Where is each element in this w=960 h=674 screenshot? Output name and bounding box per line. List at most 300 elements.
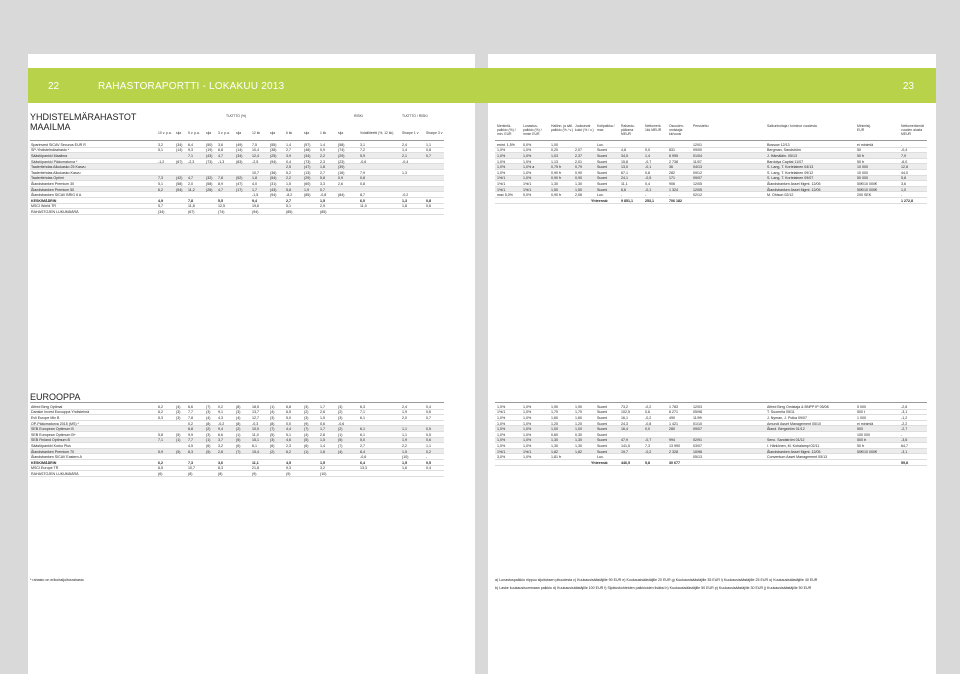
cell-value: 0,0 xyxy=(645,427,650,432)
cell-value: Bardolya Capital 11/07 xyxy=(767,159,804,164)
cell-value: 1,60 xyxy=(575,415,582,420)
cell-value: (5) xyxy=(176,432,181,437)
cell-value: 0,0% xyxy=(523,142,532,147)
cell-value: 05/13 xyxy=(693,455,702,460)
cell-value: 11,2 xyxy=(188,187,195,192)
cell-value: 1%/1 xyxy=(523,449,532,454)
total-label: Yhteensä: xyxy=(591,198,609,203)
cell-value: 8,7 xyxy=(360,193,365,198)
column-header: 3 v. p.a. xyxy=(218,131,230,135)
cell-value: -0,6 xyxy=(338,421,345,426)
cell-value: -2,5 xyxy=(252,159,259,164)
cell-value: 09/12 xyxy=(693,170,702,175)
cell-value: (13) xyxy=(304,170,311,175)
cell-value: 7,7 xyxy=(188,410,193,415)
cell-value: 1,0% xyxy=(523,153,532,158)
cell-value: Bossow 12/13 xyxy=(767,142,790,147)
cell-value: 9,4 xyxy=(218,427,223,432)
cell-value: Conventum Asset Management 05/13 xyxy=(767,455,828,460)
cell-value: 7,5 xyxy=(252,142,257,147)
cell-value: -3,1 xyxy=(901,410,908,415)
cell-value: 6,0 xyxy=(360,198,365,203)
cell-value: 9,3 xyxy=(188,148,193,153)
cell-value: (4) xyxy=(338,449,343,454)
cell-value: 1,4 xyxy=(286,142,291,147)
cell-value: 1,0% xyxy=(497,170,506,175)
cell-value: 9,3 xyxy=(286,466,291,471)
column-header: Perustettu xyxy=(693,124,709,128)
cell-value: (5) xyxy=(338,438,343,443)
fund-name: Alfred Berg Optimal xyxy=(31,404,63,409)
cell-value: 2,2 xyxy=(286,176,291,181)
fund-name: Säästöpankki Maailma xyxy=(31,153,68,158)
cell-value: 1,5 xyxy=(286,181,291,186)
cell-value: (26) xyxy=(206,187,213,192)
cell-value: (85) xyxy=(304,193,311,198)
cell-value: 7,8 xyxy=(218,176,223,181)
cell-value: (2) xyxy=(206,427,211,432)
footnote-right-b: b) Laske kuukausisummaan palkkio d) Kuukausisäästäjille 100 EUR f) Sijoituskohteiden palkkioiden lisäksi h) Kuukausisäästäjille 50 EUR p) Kuukausisäästäjille 30 EUR j) Kuukausisäästäjille 50 EUR xyxy=(495,586,812,590)
column-header: Salkunhoitaja / toiminut vuodesta xyxy=(767,124,817,128)
cell-value: 11/07 xyxy=(693,159,702,164)
cell-value: (10) xyxy=(320,471,327,476)
cell-value: 5,0 xyxy=(360,438,365,443)
cell-value: 10,7 xyxy=(188,466,195,471)
cell-value: (85) xyxy=(320,209,327,214)
cell-value: (54) xyxy=(270,176,277,181)
cell-value: 906 xyxy=(669,181,675,186)
cell-value: (16) xyxy=(338,170,345,175)
cell-value: - xyxy=(645,193,647,198)
cell-value: (4) xyxy=(270,410,275,415)
cell-value: (1) xyxy=(338,432,343,437)
cell-value: 15,1 xyxy=(252,438,259,443)
cell-value: 1,00 xyxy=(551,142,558,147)
cell-value: 6,2 xyxy=(158,460,163,465)
cell-value: 10 000 xyxy=(857,165,868,170)
cell-value: (1) xyxy=(270,404,275,409)
cell-value: 1,3 xyxy=(402,198,407,203)
cell-value: 6,2 xyxy=(286,449,291,454)
cell-value: 15,4 xyxy=(252,449,259,454)
cell-value: Suomi xyxy=(597,148,608,153)
cell-value: 1,30 xyxy=(551,181,558,186)
cell-value: 0,9 xyxy=(320,148,325,153)
europe-returns-table xyxy=(30,404,444,477)
cell-value: 1,0% xyxy=(497,159,506,164)
cell-value: Suomi xyxy=(597,432,608,437)
cell-value: 0,9 xyxy=(338,176,343,181)
fund-name: OP-Pääomaturva 2015 (MS) * xyxy=(31,421,79,426)
cell-value: 2,7 xyxy=(320,170,325,175)
cell-value: 4,9 xyxy=(158,198,163,203)
cell-value: 1,7 xyxy=(252,187,257,192)
cell-value: (94) xyxy=(270,193,277,198)
cell-value: (7) xyxy=(236,449,241,454)
header-group-risk: RISKI xyxy=(354,114,363,118)
cell-value: 1,4 xyxy=(320,443,325,448)
cell-value: (52) xyxy=(236,176,243,181)
cell-value: -0,4 xyxy=(901,148,908,153)
cell-value: (3) xyxy=(176,410,181,415)
cell-value: (8) xyxy=(270,421,275,426)
cell-value: 50€/10 000€ xyxy=(857,181,877,186)
summary-row xyxy=(30,471,444,477)
cell-value: Suomi xyxy=(597,153,608,158)
cell-value: (43) xyxy=(270,187,277,192)
cell-value: 1,1 xyxy=(426,142,431,147)
column-header: sija xyxy=(176,131,182,135)
cell-value: 6 271 xyxy=(669,410,678,415)
cell-value: 0,6 xyxy=(320,421,325,426)
cell-value: (3) xyxy=(270,438,275,443)
footnote-left: * rahasto on erikoissijoitusrahasto xyxy=(30,578,84,582)
cell-value: 50 000 xyxy=(857,176,868,181)
cell-value: (38) xyxy=(270,148,277,153)
cell-value: Amundi Asset Management 05/10 xyxy=(767,421,821,426)
cell-value: ei minimiä xyxy=(857,142,874,147)
cell-value: 15,8 xyxy=(621,159,628,164)
cell-value: Ålandsbanken Asset Mgmt. 12/05 xyxy=(767,187,821,192)
cell-value: 5,8 xyxy=(158,432,163,437)
cell-value: 1,50 xyxy=(551,187,558,192)
cell-value: (1) xyxy=(206,438,211,443)
cell-value: (1) xyxy=(176,438,181,443)
cell-value: 1,82 xyxy=(551,449,558,454)
cell-value: 12/05 xyxy=(693,181,702,186)
cell-value: (5) xyxy=(304,438,309,443)
cell-value: 2,4 xyxy=(402,142,407,147)
cell-value: 2,01 xyxy=(575,159,582,164)
cell-value: 141,5 xyxy=(621,443,630,448)
cell-value: (3) xyxy=(206,410,211,415)
cell-value: 09/07 xyxy=(693,427,702,432)
fund-name: Taaleritehdas Alkukasko Kasvu xyxy=(31,170,81,175)
cell-value: -0,8 xyxy=(320,193,327,198)
cell-value: (55) xyxy=(270,142,277,147)
cell-value: 1,30 xyxy=(551,443,558,448)
cell-value: (58) xyxy=(176,181,183,186)
cell-value: 1%/1 xyxy=(497,410,506,415)
cell-value: (3) xyxy=(304,415,309,420)
cell-value: (8) xyxy=(218,471,223,476)
cell-value: 5,1 xyxy=(286,432,291,437)
cell-value: 6,2 xyxy=(158,404,163,409)
cell-value: 2,3 xyxy=(286,443,291,448)
cell-value: 0,8 xyxy=(645,170,650,175)
cell-value: 1,0% xyxy=(523,170,532,175)
cell-value: 50 fr xyxy=(857,153,865,158)
cell-value: 7,9 xyxy=(360,170,365,175)
cell-value: (74) xyxy=(218,209,225,214)
cell-value: 2,1 xyxy=(402,153,407,158)
cell-value: 5,9 xyxy=(360,153,365,158)
cell-value: 50 xyxy=(857,148,861,153)
cell-value: 2,6 xyxy=(320,410,325,415)
column-header: 6 kk xyxy=(286,131,293,135)
cell-value: Suomi xyxy=(597,415,608,420)
cell-value: J. Hämäläin. 05/13 xyxy=(767,153,797,158)
cell-value: -0,7 xyxy=(645,159,652,164)
cell-value: 6,1 xyxy=(360,427,365,432)
cell-value: 2,2 xyxy=(320,153,325,158)
cell-value: 0,5 xyxy=(426,427,431,432)
cell-value: -2,7 xyxy=(901,427,908,432)
cell-value: 1,0% xyxy=(523,404,532,409)
fund-name: SEB European Optimum B+ xyxy=(31,432,76,437)
cell-value: 3,9 xyxy=(286,153,291,158)
cell-value: (9) xyxy=(252,471,257,476)
cell-value: 1,13 xyxy=(551,159,558,164)
cell-value: (39) xyxy=(338,165,345,170)
cell-value: 0,90 fr xyxy=(551,170,562,175)
cell-value: 2,07 xyxy=(575,148,582,153)
cell-value: 4,7 xyxy=(188,176,193,181)
cell-value: 1,81 fr xyxy=(551,455,562,460)
cell-value: -0,8 xyxy=(645,421,652,426)
cell-value: 7,2 xyxy=(360,148,365,153)
cell-value: - xyxy=(669,193,671,198)
cell-value: 2,0 xyxy=(402,415,407,420)
cell-value: 4,3 xyxy=(218,415,223,420)
column-header: Juoksevat kulut (% / v.) xyxy=(575,124,594,132)
cell-value: 1,0% xyxy=(497,153,506,158)
cell-value: 44,0 xyxy=(901,170,908,175)
cell-value: 1,30 xyxy=(575,181,582,186)
cell-value: 6,1 xyxy=(360,415,365,420)
cell-value: 4,7 xyxy=(218,187,223,192)
cell-value: (2) xyxy=(270,449,275,454)
cell-value: 1,1 xyxy=(402,427,407,432)
cell-value: (31) xyxy=(270,181,277,186)
cell-value: S. Lang, T. Kortelainen 09/07 xyxy=(767,176,814,181)
cell-value: 0,0 xyxy=(645,148,650,153)
cell-value: 500 xyxy=(857,427,863,432)
cell-value: 12,7 xyxy=(252,415,259,420)
cell-value: - xyxy=(901,142,903,147)
cell-value: 0,75 fr xyxy=(551,165,562,170)
cell-value: 50€/10 000€ xyxy=(857,449,877,454)
column-header: Hallinn. ja säil. palkkio (% / v.) xyxy=(551,124,573,132)
cell-value: 102,5 xyxy=(621,410,630,415)
cell-value: 1,3 xyxy=(402,170,407,175)
cell-value: 7,7 xyxy=(188,438,193,443)
cell-value: 9,1 xyxy=(218,410,223,415)
cell-value: Suomi xyxy=(597,427,608,432)
cell-value: 5,2 xyxy=(286,170,291,175)
cell-value: 100 000 xyxy=(857,432,870,437)
cell-value: (5) xyxy=(206,449,211,454)
cell-value: 1%/1 xyxy=(497,176,506,181)
cell-value: 21,8 xyxy=(252,466,259,471)
cell-value: 0,6 xyxy=(426,410,431,415)
total-ytd: 1 272,8 xyxy=(901,198,913,203)
cell-value: -0,6 xyxy=(360,159,367,164)
cell-value: 2,9 xyxy=(320,204,325,209)
cell-value: (47) xyxy=(304,165,311,170)
cell-value: (74) xyxy=(338,148,345,153)
cell-value: (43) xyxy=(206,153,213,158)
cell-value: (3) xyxy=(236,410,241,415)
cell-value: 2 328 xyxy=(669,449,678,454)
column-header: sija xyxy=(206,131,212,135)
total-ytd: 59,8 xyxy=(901,460,908,465)
column-header: sija xyxy=(304,131,310,135)
cell-value: 9,4 xyxy=(252,198,257,203)
cell-value: (49) xyxy=(236,142,243,147)
cell-value: 5,1 xyxy=(286,204,291,209)
cell-value: 1,4 xyxy=(402,148,407,153)
cell-value: (3) xyxy=(270,415,275,420)
total-holders: 30 677 xyxy=(669,460,680,465)
cell-value: (14) xyxy=(176,148,183,153)
fund-name: Taaleritehdas Optimi xyxy=(31,176,64,181)
column-header: 5 v. p.a. xyxy=(188,131,200,135)
cell-value: 13,0 xyxy=(621,165,628,170)
column-header: 10 v. p.a. xyxy=(158,131,172,135)
cell-value: 9,9 xyxy=(188,432,193,437)
cell-value: (34) xyxy=(304,153,311,158)
cell-value: max 5,0% xyxy=(497,193,513,198)
total-net-subscriptions: 253,1 xyxy=(645,198,654,203)
cell-value: 6,4 xyxy=(188,142,193,147)
cell-value: - xyxy=(901,193,903,198)
fund-name: Ålandsbanken Premium 30 xyxy=(31,181,75,186)
cell-value: Suomi xyxy=(597,165,608,170)
cell-value: 1 324 xyxy=(669,187,678,192)
cell-value: 200 SEK xyxy=(857,193,872,198)
cell-value: 280 xyxy=(669,427,675,432)
cell-value: 10 000 xyxy=(857,170,868,175)
fund-name: MSCI Europe TR xyxy=(31,466,59,471)
cell-value: (6) xyxy=(236,443,241,448)
cell-value: 1,0% xyxy=(523,427,532,432)
cell-value: (85) xyxy=(286,209,293,214)
cell-value: 10/98 xyxy=(693,449,702,454)
cell-value: 3,0% xyxy=(497,455,506,460)
cell-value: 2,7 xyxy=(286,148,291,153)
cell-value: 0,4 xyxy=(426,404,431,409)
column-header: Lunastus-palkkio (%) / mmin EUR xyxy=(523,124,542,136)
cell-value: 1,1 xyxy=(426,443,431,448)
cell-value: 10,0 xyxy=(252,427,259,432)
cell-value: (34) xyxy=(176,142,183,147)
cell-value: 16,1 xyxy=(621,415,628,420)
cell-value: (58) xyxy=(206,181,213,186)
cell-value: 0,60 xyxy=(551,432,558,437)
cell-value: (17) xyxy=(236,187,243,192)
fund-name: SP-Yhdistelmärahasto * xyxy=(31,148,70,153)
cell-value: Suomi xyxy=(597,410,608,415)
cell-value: 3,6 xyxy=(901,181,906,186)
cell-value: 1,5 xyxy=(320,460,325,465)
cell-value: - xyxy=(901,432,903,437)
cell-value: 09/07 xyxy=(693,176,702,181)
cell-value: S. Lang, T. Kortelainen 04/13 xyxy=(767,165,814,170)
cell-value: 1,8 xyxy=(252,176,257,181)
cell-value: Suomi xyxy=(597,187,608,192)
cell-value: (8) xyxy=(236,404,241,409)
cell-value: 3,7 xyxy=(218,438,223,443)
total-row xyxy=(495,460,927,466)
cell-value: 1,0% xyxy=(523,432,532,437)
cell-value: -8,2 xyxy=(286,193,293,198)
cell-value: 3,1 xyxy=(360,142,365,147)
cell-value: 0,6 xyxy=(645,410,650,415)
cell-value: 11,0 xyxy=(252,432,259,437)
cell-value: 12/03 xyxy=(693,404,702,409)
cell-value: 7,3 xyxy=(158,176,163,181)
cell-value: 500 t xyxy=(857,410,865,415)
cell-value: (50) xyxy=(206,142,213,147)
cell-value: 24,1 xyxy=(621,176,628,181)
cell-value: (4) xyxy=(176,404,181,409)
cell-value: 1,30 xyxy=(575,438,582,443)
column-header: Sharpe 1 v xyxy=(402,131,419,135)
cell-value: 2,8 xyxy=(320,432,325,437)
cell-value: ei minimiä xyxy=(857,421,874,426)
cell-value: -0,2 xyxy=(645,449,652,454)
cell-value: (25) xyxy=(270,153,277,158)
cell-value: (29) xyxy=(338,153,345,158)
cell-value: enint. 1,5% xyxy=(497,142,515,147)
cell-value: -0,1 xyxy=(645,187,652,192)
cell-value: 36 xyxy=(669,165,673,170)
cell-value: 7,1 xyxy=(360,410,365,415)
cell-value: 5,1 xyxy=(158,148,163,153)
cell-value: 994 xyxy=(669,438,675,443)
total-assets: 446,5 xyxy=(621,460,630,465)
cell-value: 5,1 xyxy=(158,181,163,186)
cell-value: 6,8 xyxy=(218,148,223,153)
column-header: sija xyxy=(338,131,344,135)
cell-value: -2,3 xyxy=(188,159,195,164)
cell-value: 1,0% xyxy=(497,438,506,443)
cell-value: 0,2 xyxy=(188,421,193,426)
europe-fees-rule xyxy=(495,402,927,403)
cell-value: 1,9 xyxy=(304,187,309,192)
cell-value: 1,0% xyxy=(497,165,506,170)
cell-value: Lux. xyxy=(597,142,604,147)
cell-value: 09/00 xyxy=(693,148,702,153)
cell-value: - xyxy=(426,455,428,460)
cell-value: 4,8 xyxy=(621,148,626,153)
cell-value: 13 990 xyxy=(669,443,680,448)
cell-value: 3,2 xyxy=(320,466,325,471)
cell-value: 1,0% a xyxy=(523,165,535,170)
cell-value: (29) xyxy=(304,176,311,181)
cell-value: (1) xyxy=(304,449,309,454)
cell-value: 1,0% xyxy=(497,432,506,437)
cell-value: 7,3 xyxy=(645,443,650,448)
cell-value: 1,7 xyxy=(320,404,325,409)
cell-value: 6,3 xyxy=(360,404,365,409)
cell-value: 0,90 xyxy=(575,176,582,181)
section-title-world: YHDISTELMÄRAHASTOT xyxy=(30,112,137,122)
cell-value: 1%/1 xyxy=(497,187,506,192)
cell-value: Suomi xyxy=(597,181,608,186)
world-table-header xyxy=(30,131,444,139)
section-title-europe: EUROOPPA xyxy=(30,392,81,402)
fund-name: Danske Invest Eurooppa Yhdistelmä xyxy=(31,410,90,415)
cell-value: -0,4 xyxy=(402,159,409,164)
cell-value: 1,0% xyxy=(523,148,532,153)
cell-value: - xyxy=(621,193,623,198)
cell-value: 1,90 xyxy=(551,404,558,409)
cell-value: 0,6 xyxy=(426,438,431,443)
cell-value: Suomi xyxy=(597,404,608,409)
fund-name: SEB Finland Optimum B xyxy=(31,438,70,443)
